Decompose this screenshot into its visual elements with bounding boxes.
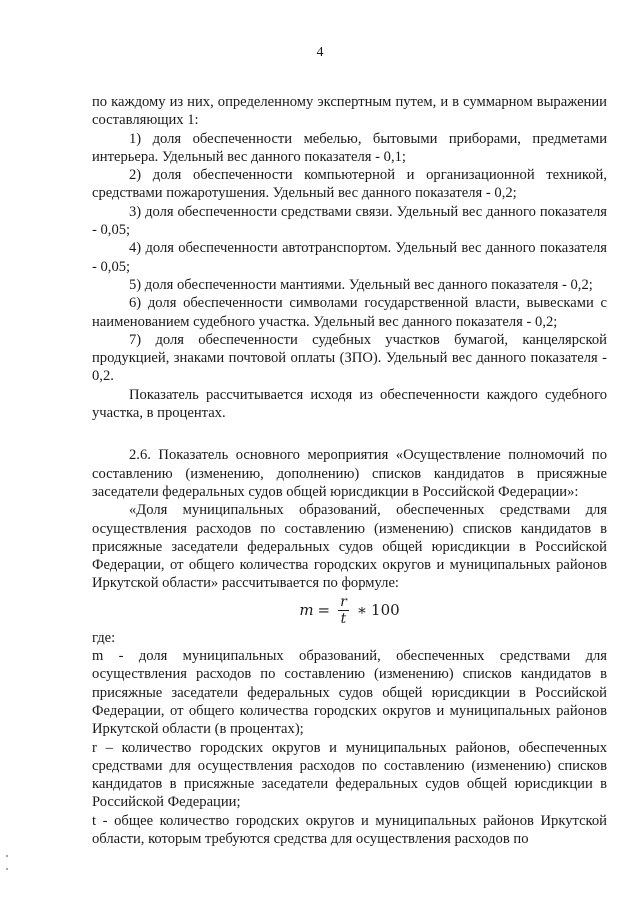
section-heading: 2.6. Показатель основного мероприятия «Осуществление полномочий по составлению (изменению, дополнению) списков кандидатов в присяжные заседатели федеральных судов общей юрисдикции в Российской Федерации»: xyxy=(92,447,607,500)
paragraph-continuation: по каждому из них, определенному экспертным путем, и в суммарном выражении составляющих 1: xyxy=(92,94,607,129)
formula-fraction xyxy=(338,595,349,626)
scan-speck xyxy=(6,855,8,857)
formula xyxy=(92,595,607,626)
paragraph-indicator-calculation: Показатель рассчитывается исходя из обеспеченности каждого судебного участка, в процентах. xyxy=(92,386,607,422)
list-item-paper-supplies: 7) доля обеспеченности судебных участков бумагой, канцелярской продукцией, знаками почтовой оплаты (ЗПО). Удельный вес данного показателя - 0,2. xyxy=(92,331,607,385)
list-item-furniture: 1) доля обеспеченности мебелью, бытовыми приборами, предметами интерьера. Удельный вес данного показателя - 0,1; xyxy=(92,130,607,165)
list-item-state-symbols: 6) доля обеспеченности символами государственной власти, вывесками с наименованием судебного участка. Удельный вес данного показателя - 0,2; xyxy=(92,295,607,330)
formula-operator: ∗ xyxy=(356,600,368,619)
list-item-robes: 5) доля обеспеченности мантиями. Удельный вес данного показателя - 0,2; xyxy=(129,276,593,293)
formula-equals: = xyxy=(317,600,331,619)
list-item-computers: 2) доля обеспеченности компьютерной и организационной техникой, средствами пожаротушения. Удельный вес данного показателя - 0,2; xyxy=(92,167,607,202)
scan-speck xyxy=(6,868,8,870)
formula-lhs: m xyxy=(299,600,314,619)
definition-r: r – количество городских округов и муниципальных районов, обеспеченных средствами для осуществления расходов по составлению (изменению) списков кандидатов в присяжные заседатели федеральных судов общей юрисдикции в Российской Федерации; xyxy=(92,739,607,811)
page-number: 4 xyxy=(316,45,324,60)
where-label: где: xyxy=(92,629,116,646)
definition-m: m - доля муниципальных образований, обеспеченных средствами для осуществления расходов по составлению (изменению) списков кандидатов в присяжные заседатели федеральных судов общей юрисдикции в Российской Федерации, от общего количества городских округов и муниципальных районов Иркутской области (в процентах); xyxy=(92,648,607,738)
formula-denominator: t xyxy=(340,610,347,627)
formula-intro: «Доля муниципальных образований, обеспеченных средствами для осуществления расходов по составлению (изменению) списков кандидатов в присяжные заседатели федеральных судов общей юрисдикции в Российской Федерации, от общего количества городских округов и муниципальных районов Иркутской области» рассчитывается по формуле: xyxy=(92,502,607,592)
formula-numerator: r xyxy=(340,593,347,610)
definition-t: t - общее количество городских округов и муниципальных районов Иркутской области, которым требуются средства для осуществления расходов по xyxy=(92,812,607,847)
formula-multiplier: 100 xyxy=(371,600,400,619)
list-item-vehicles: 4) доля обеспеченности автотранспортом. Удельный вес данного показателя - 0,05; xyxy=(92,240,607,275)
document-body xyxy=(92,93,607,848)
list-item-communications: 3) доля обеспеченности средствами связи. Удельный вес данного показателя - 0,05; xyxy=(92,203,607,239)
